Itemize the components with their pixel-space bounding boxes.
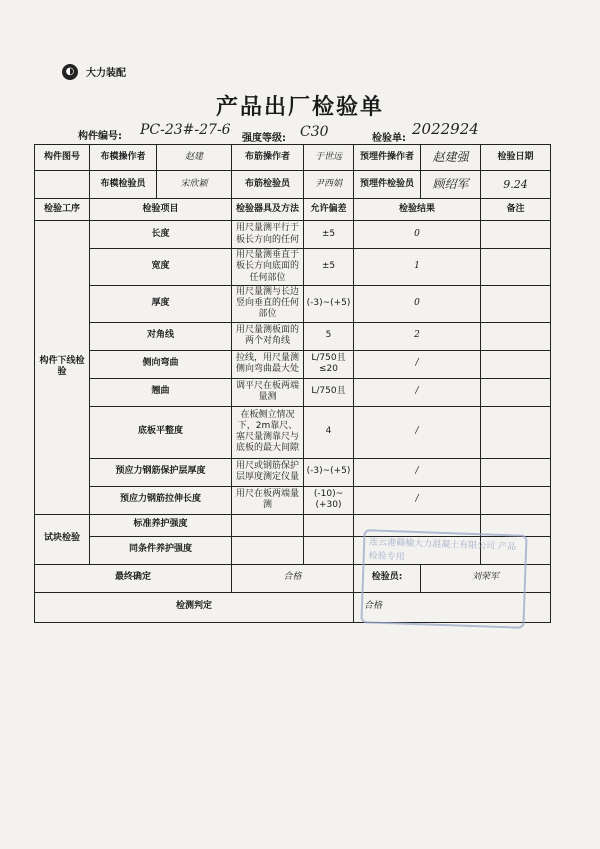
row-tolerance: L/750且≤20 — [304, 350, 354, 378]
col-remark: 备注 — [481, 199, 551, 221]
row-method: 用尺或钢筋保护层厚度测定仪量 — [232, 458, 304, 486]
row-result: / — [354, 486, 481, 514]
row-item: 长度 — [90, 221, 232, 249]
component-no: PC-23#-27-6 — [140, 122, 231, 138]
date-value: 9.24 — [481, 171, 551, 199]
strength: C30 — [300, 124, 329, 140]
company-seal — [360, 529, 527, 629]
row-result: 1 — [354, 249, 481, 286]
form-title: 产品出厂检验单 — [215, 95, 384, 120]
company-logo: ◐ — [62, 64, 78, 80]
row-item: 侧向弯曲 — [90, 350, 232, 378]
inspection-no-label: 检验单: — [372, 133, 406, 144]
mold-inspector: 宋欣颖 — [157, 171, 232, 199]
embed-inspector: 顾绍军 — [421, 171, 481, 199]
row-item: 对角线 — [90, 322, 232, 350]
rebar-operator: 于世远 — [304, 145, 354, 171]
row-tolerance: (-3)~(+5) — [304, 285, 354, 322]
trial-label: 试块检验 — [35, 514, 90, 564]
row-method: 用尺量测板面的两个对角线 — [232, 322, 304, 350]
row-item: 厚度 — [90, 285, 232, 322]
row-item: 翘曲 — [90, 378, 232, 406]
row-result: 0 — [354, 285, 481, 322]
row-item: 宽度 — [90, 249, 232, 286]
row-method: 用尺量测垂直于板长方向底面的任何部位 — [232, 249, 304, 286]
embed-operator-label: 预埋件操作者 — [354, 145, 421, 171]
row-item: 预应力钢筋拉伸长度 — [90, 486, 232, 514]
row-tolerance: 5 — [304, 322, 354, 350]
row-method: 在板侧立情况下，2m靠尺、塞尺量测靠尺与底板的最大间隙 — [232, 406, 304, 458]
judgement-value: 合格 — [354, 592, 551, 622]
row-method: 用尺量测平行于板长方向的任何 — [232, 221, 304, 249]
strength-label: 强度等级: — [242, 133, 286, 144]
inspector-label: 检验员: — [354, 564, 421, 592]
row-tolerance: 4 — [304, 406, 354, 458]
col-result: 检验结果 — [354, 199, 481, 221]
company-name: 大力装配 — [86, 68, 126, 79]
date-label: 检验日期 — [481, 145, 551, 171]
mold-operator: 赵建 — [157, 145, 232, 171]
trial-standard: 标准养护强度 — [90, 514, 232, 536]
drawing-no-label: 构件图号 — [35, 145, 90, 171]
component-no-label: 构件编号: — [78, 131, 122, 142]
embed-operator: 赵建强 — [421, 145, 481, 171]
final-label: 最终确定 — [35, 564, 232, 592]
row-method: 调平尺在板两端量测 — [232, 378, 304, 406]
row-result: / — [354, 378, 481, 406]
row-method: 用尺在板两端量测 — [232, 486, 304, 514]
rebar-inspector: 尹西娟 — [304, 171, 354, 199]
inspector-name: 刘荣军 — [421, 564, 551, 592]
row-tolerance: ±5 — [304, 249, 354, 286]
rebar-inspector-label: 布筋检验员 — [232, 171, 304, 199]
group-label: 构件下线检验 — [35, 221, 90, 515]
embed-inspector-label: 预埋件检验员 — [354, 171, 421, 199]
inspection-no: 2022924 — [412, 120, 479, 138]
col-tolerance: 允许偏差 — [304, 199, 354, 221]
row-result: / — [354, 406, 481, 458]
mold-inspector-label: 布模检验员 — [90, 171, 157, 199]
row-tolerance: ±5 — [304, 221, 354, 249]
row-method: 用尺量测与长边竖向垂直的任何部位 — [232, 285, 304, 322]
row-result: 0 — [354, 221, 481, 249]
seal-text: 连云港赣榆大力混凝土有限公司 产品检验专用 — [368, 537, 517, 564]
final-value: 合格 — [232, 564, 354, 592]
rebar-operator-label: 布筋操作者 — [232, 145, 304, 171]
col-process: 检验工序 — [35, 199, 90, 221]
row-item: 预应力钢筋保护层厚度 — [90, 458, 232, 486]
row-tolerance: L/750且 — [304, 378, 354, 406]
row-item: 底板平整度 — [90, 406, 232, 458]
mold-operator-label: 布模操作者 — [90, 145, 157, 171]
row-tolerance: (-3)~(+5) — [304, 458, 354, 486]
judgement-label: 检测判定 — [35, 592, 354, 622]
row-tolerance: (-10)~(+30) — [304, 486, 354, 514]
trial-same: 同条件养护强度 — [90, 536, 232, 564]
col-method: 检验器具及方法 — [232, 199, 304, 221]
row-method: 拉线，用尺量测侧向弯曲最大处 — [232, 350, 304, 378]
row-result: / — [354, 350, 481, 378]
row-result: / — [354, 458, 481, 486]
col-item: 检验项目 — [90, 199, 232, 221]
row-result: 2 — [354, 322, 481, 350]
